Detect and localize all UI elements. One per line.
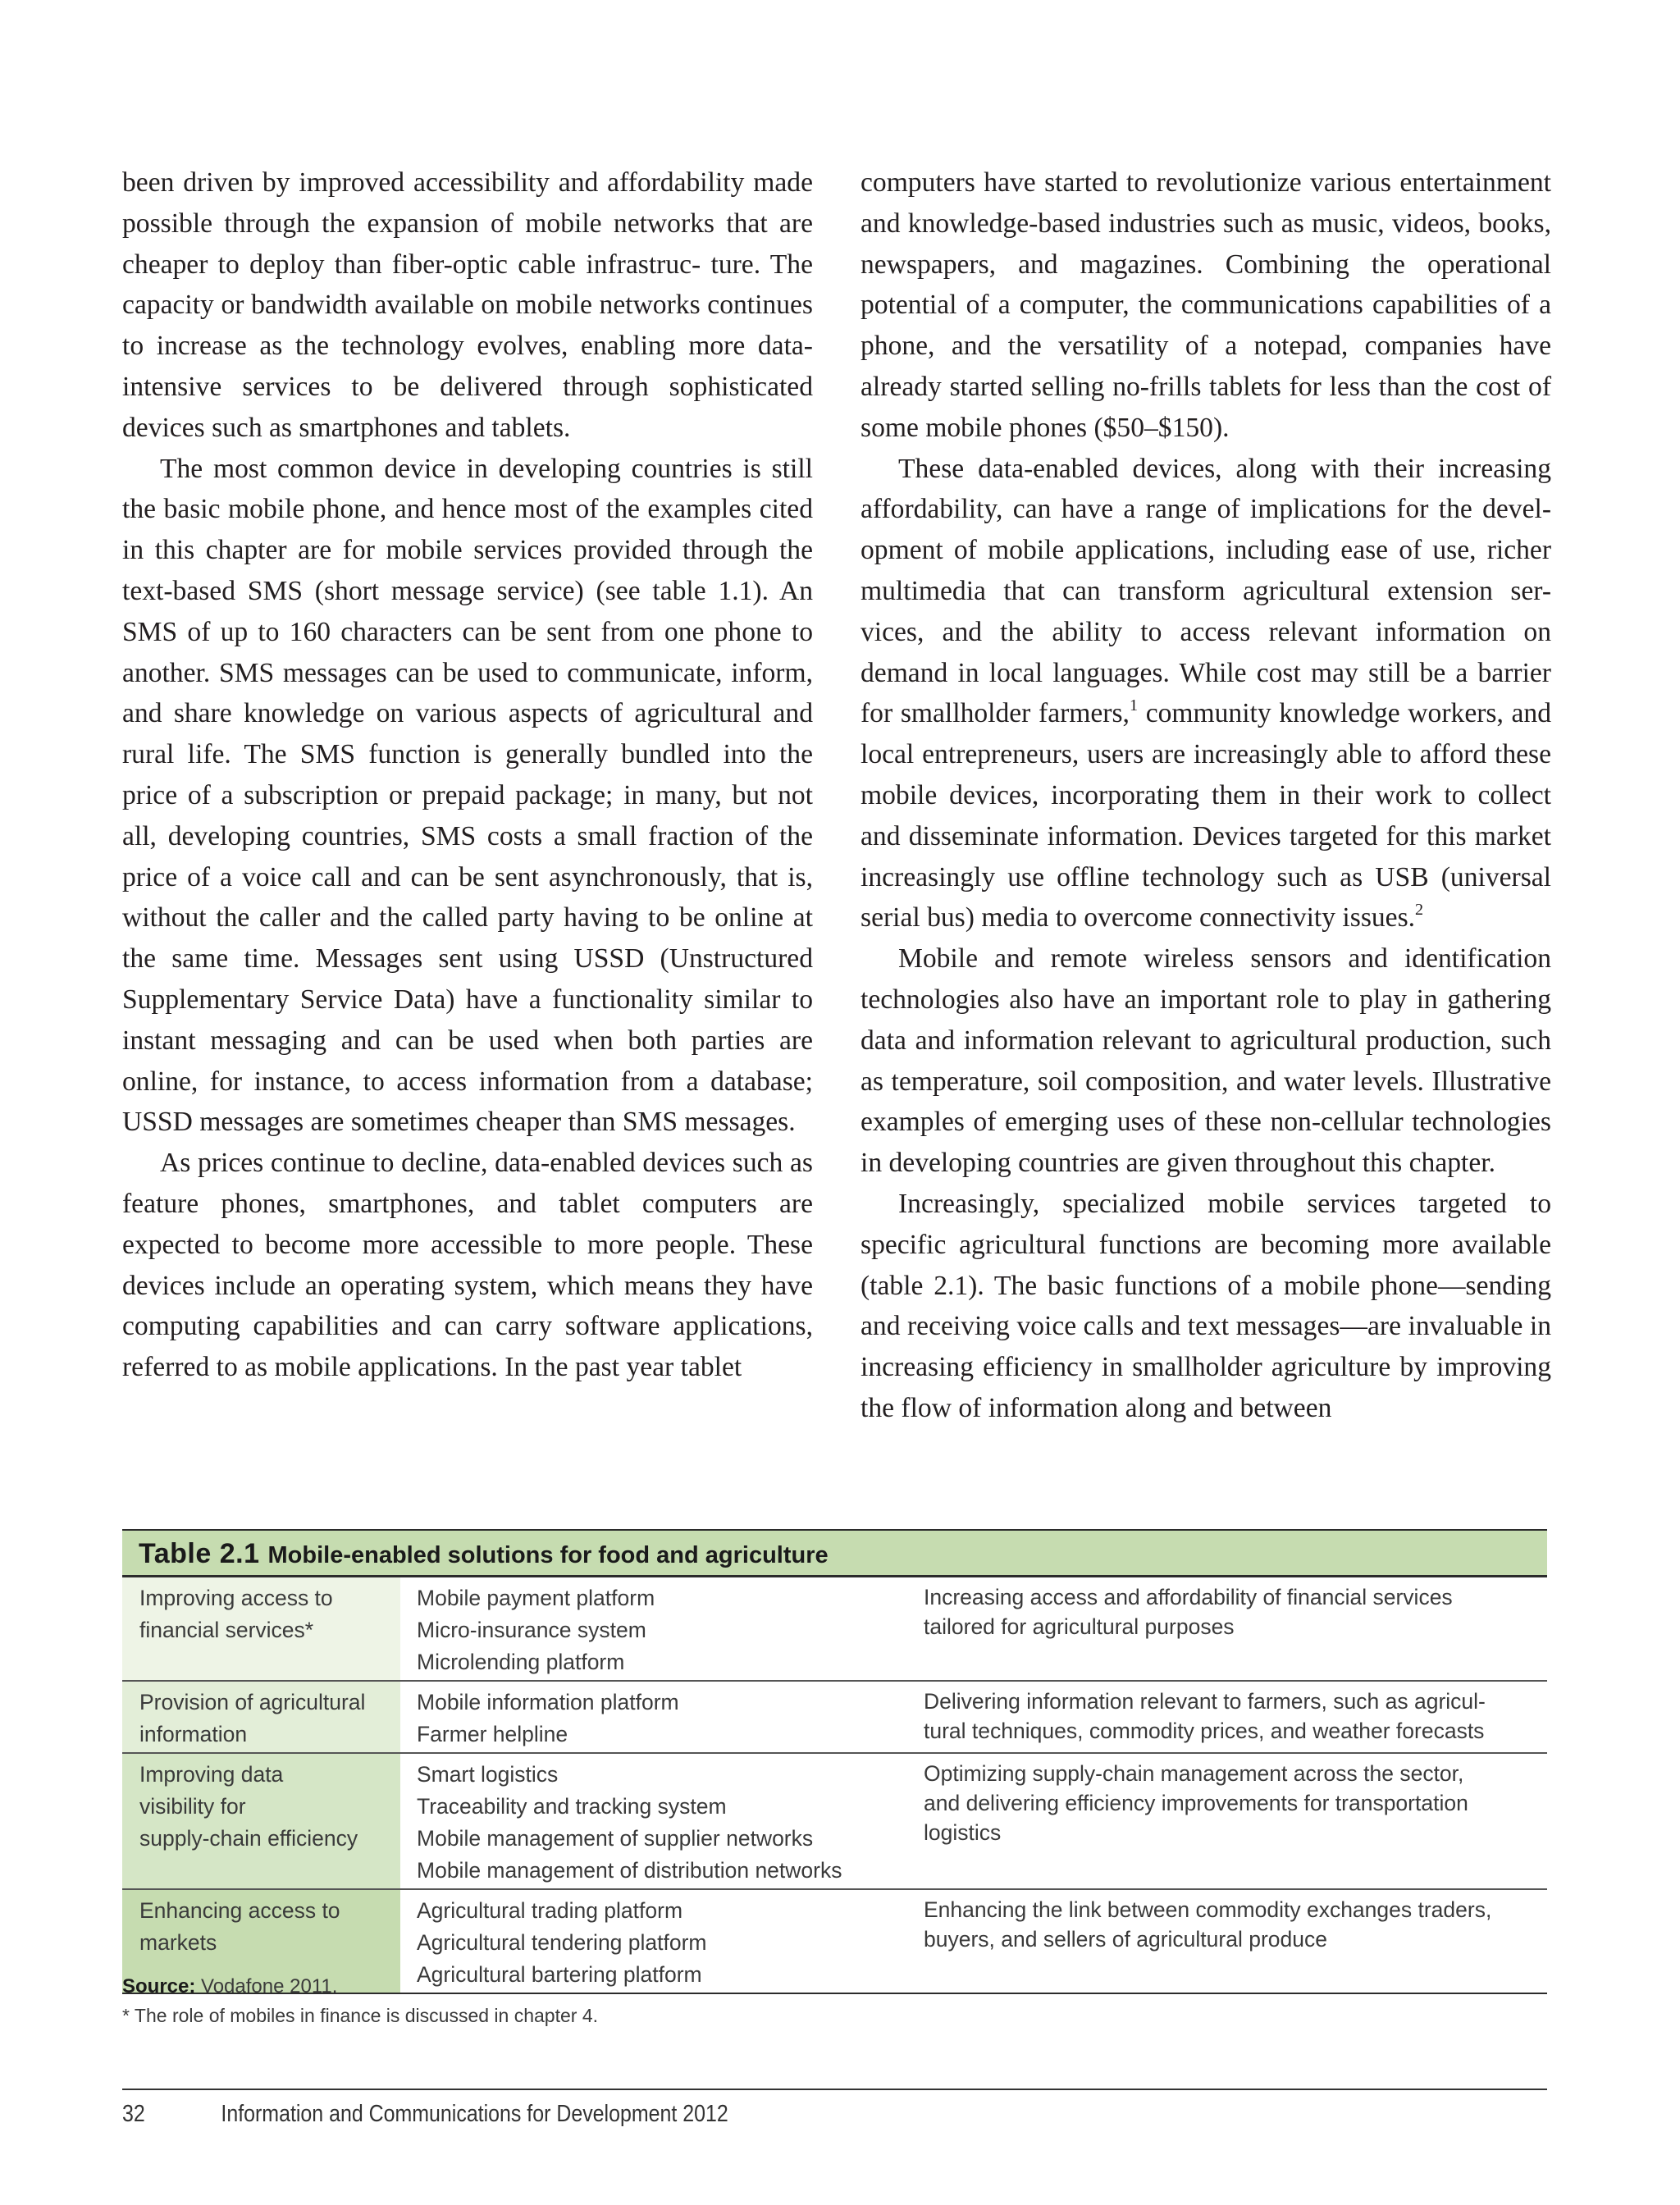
description-cell <box>903 1753 1547 1889</box>
category-line: information <box>139 1722 248 1746</box>
paragraph: The most common device in developing countries is still the basic mobile phone, and hence most of the examples cited in this chapter are for mobile services provided through the text-based SMS (short message service) (see table 1.1). An SMS of up to 160 characters can be sent from one phone to another. SMS messages can be used to communicate, inform, and share knowledge on various aspects of agricultural and rural life. The SMS function is generally bundled into the price of a subscription or prepaid package; in many, but not all, developing countries, SMS costs a small fraction of the price of a voice call and can be sent asynchronously, that is, without the caller and the called party having to be online at the same time. Messages sent using USSD (Unstructured Supplementary Service Data) have a functionality similar to instant messaging and can be used when both parties are online, for instance, to access information from a database; USSD messages are sometimes cheaper than SMS messages. <box>122 453 813 1138</box>
solution-item: Agricultural bartering platform <box>417 1962 702 1987</box>
source-text: Vodafone 2011. <box>195 1975 338 1997</box>
description-cell <box>903 1889 1547 1993</box>
solution-item: Smart logistics <box>417 1762 559 1787</box>
footnote-ref: 2 <box>1415 901 1424 920</box>
paragraph: computers have started to revolutionize various entertainment and knowledge-based industries such as music, videos, books, newspapers, and magazines. Combining the operational potential of a computer, the communications capabilities of a phone, and the versatility of a notepad, companies have already started selling no-frills tablets for less than the cost of some mobile phones ($50–$150). <box>861 167 1551 443</box>
category-line: financial services* <box>139 1618 314 1642</box>
footnote-ref: 1 <box>1129 696 1139 715</box>
category-line: markets <box>139 1930 217 1955</box>
solution-item: Agricultural trading platform <box>417 1898 683 1923</box>
paragraph: These data-enabled devices, along with their increasing affordability, can have a range of implications for the devel- opment of mobile applications, including ease of use, richer multimedia that can transform agricultural extension ser- vices, and the ability to access relevant information on demand in local languages. While cost may still be a barrier for smallholder farmers,$^1$ community knowledge workers, and local entrepreneurs, users are increasingly able to afford these mobile devices, incorporating them in their work to collect and disseminate information. Devices targeted for this market increasingly use offline technology such as USB (universal serial bus) media to overcome connectivity issues.$^2$ <box>861 453 1552 934</box>
category-cell <box>122 1681 400 1753</box>
solution-item: Traceability and tracking system <box>417 1794 727 1819</box>
description-line: Increasing access and affordability of financial services <box>924 1585 1453 1609</box>
paragraph: been driven by improved accessibility and affordability made possible through the expansion of mobile networks that are cheaper to deploy than fiber-optic cable infrastruc- ture. The capacity or bandwidth available on mobile networks continues to increase as the technology evolves, enabling more data-intensive services to be delivered through sophisticated devices such as smartphones and tablets. <box>122 167 813 443</box>
solution-item: Micro-insurance system <box>417 1618 646 1642</box>
description-cell <box>903 1577 1547 1681</box>
source-label: Source: <box>122 1975 196 1997</box>
category-line: Provision of agricultural <box>139 1690 366 1714</box>
solutions-cell <box>400 1889 903 1993</box>
solution-item: Mobile information platform <box>417 1690 679 1714</box>
description-cell <box>903 1681 1547 1753</box>
table-row <box>122 1681 1547 1753</box>
solution-item: Mobile management of supplier networks <box>417 1826 814 1851</box>
table-source <box>122 1973 337 2001</box>
table-caption <box>122 1529 1547 1577</box>
solutions-cell <box>400 1577 903 1681</box>
category-cell <box>122 1577 400 1681</box>
description-line: Delivering information relevant to farmers, such as agricul- <box>924 1689 1486 1714</box>
table-footnote: * The role of mobiles in finance is discussed in chapter 4. <box>122 2005 598 2026</box>
paragraph: Increasingly, specialized mobile services targeted to specific agricultural functions are becoming more available (table 2.1). The basic functions of a mobile phone—sending and receiving voice calls and text messages—are invaluable in increasing efficiency in smallholder agriculture by improving the flow of information along and between <box>861 1188 1551 1423</box>
description-line: buyers, and sellers of agricultural produce <box>924 1927 1327 1952</box>
description-line: logistics <box>924 1820 1002 1845</box>
category-line: supply-chain efficiency <box>139 1826 358 1851</box>
body-column-left <box>122 162 813 1388</box>
category-line: visibility for <box>139 1794 246 1819</box>
solution-item: Farmer helpline <box>417 1722 568 1746</box>
description-line: Optimizing supply-chain management across the sector, <box>924 1761 1464 1786</box>
category-line: Enhancing access to <box>139 1898 340 1923</box>
solution-item: Mobile payment platform <box>417 1586 655 1610</box>
page-footer <box>122 2098 728 2130</box>
footer-rule <box>122 2089 1547 2090</box>
page-number: 32 <box>122 2101 145 2127</box>
table-number: Table 2.1 <box>139 1538 260 1569</box>
body-column-right <box>861 162 1551 1429</box>
table-row <box>122 1577 1547 1681</box>
table-2-1 <box>122 1529 1547 1994</box>
solutions-cell <box>400 1753 903 1889</box>
solutions-table <box>122 1577 1547 1994</box>
solutions-cell <box>400 1681 903 1753</box>
description-line: tailored for agricultural purposes <box>924 1614 1235 1639</box>
description-line: tural techniques, commodity prices, and weather forecasts <box>924 1719 1485 1743</box>
solution-item: Agricultural tendering platform <box>417 1930 707 1955</box>
description-line: Enhancing the link between commodity exchanges traders, <box>924 1897 1492 1922</box>
solution-item: Microlending platform <box>417 1650 625 1674</box>
paragraph: Mobile and remote wireless sensors and identification technologies also have an important role to play in gathering data and information relevant to agricultural production, such as temperature, soil composition, and water levels. Illustrative examples of emerging uses of these non-cellular technologies in developing countries are given throughout this chapter. <box>861 943 1551 1179</box>
publication-title: Information and Communications for Development 2012 <box>221 2101 728 2127</box>
table-title: Mobile-enabled solutions for food and agriculture <box>267 1542 829 1568</box>
category-line: Improving data <box>139 1762 284 1787</box>
description-line: and delivering efficiency improvements for transportation <box>924 1791 1468 1815</box>
category-cell <box>122 1753 400 1889</box>
paragraph: As prices continue to decline, data-enabled devices such as feature phones, smartphones, and tablet computers are expected to become more accessible to more people. These devices include an operating system, which means they have computing capabilities and can carry software applications, referred to as mobile applications. In the past year tablet <box>122 1148 813 1383</box>
solution-item: Mobile management of distribution networks <box>417 1858 842 1883</box>
category-line: Improving access to <box>139 1586 333 1610</box>
table-row <box>122 1753 1547 1889</box>
